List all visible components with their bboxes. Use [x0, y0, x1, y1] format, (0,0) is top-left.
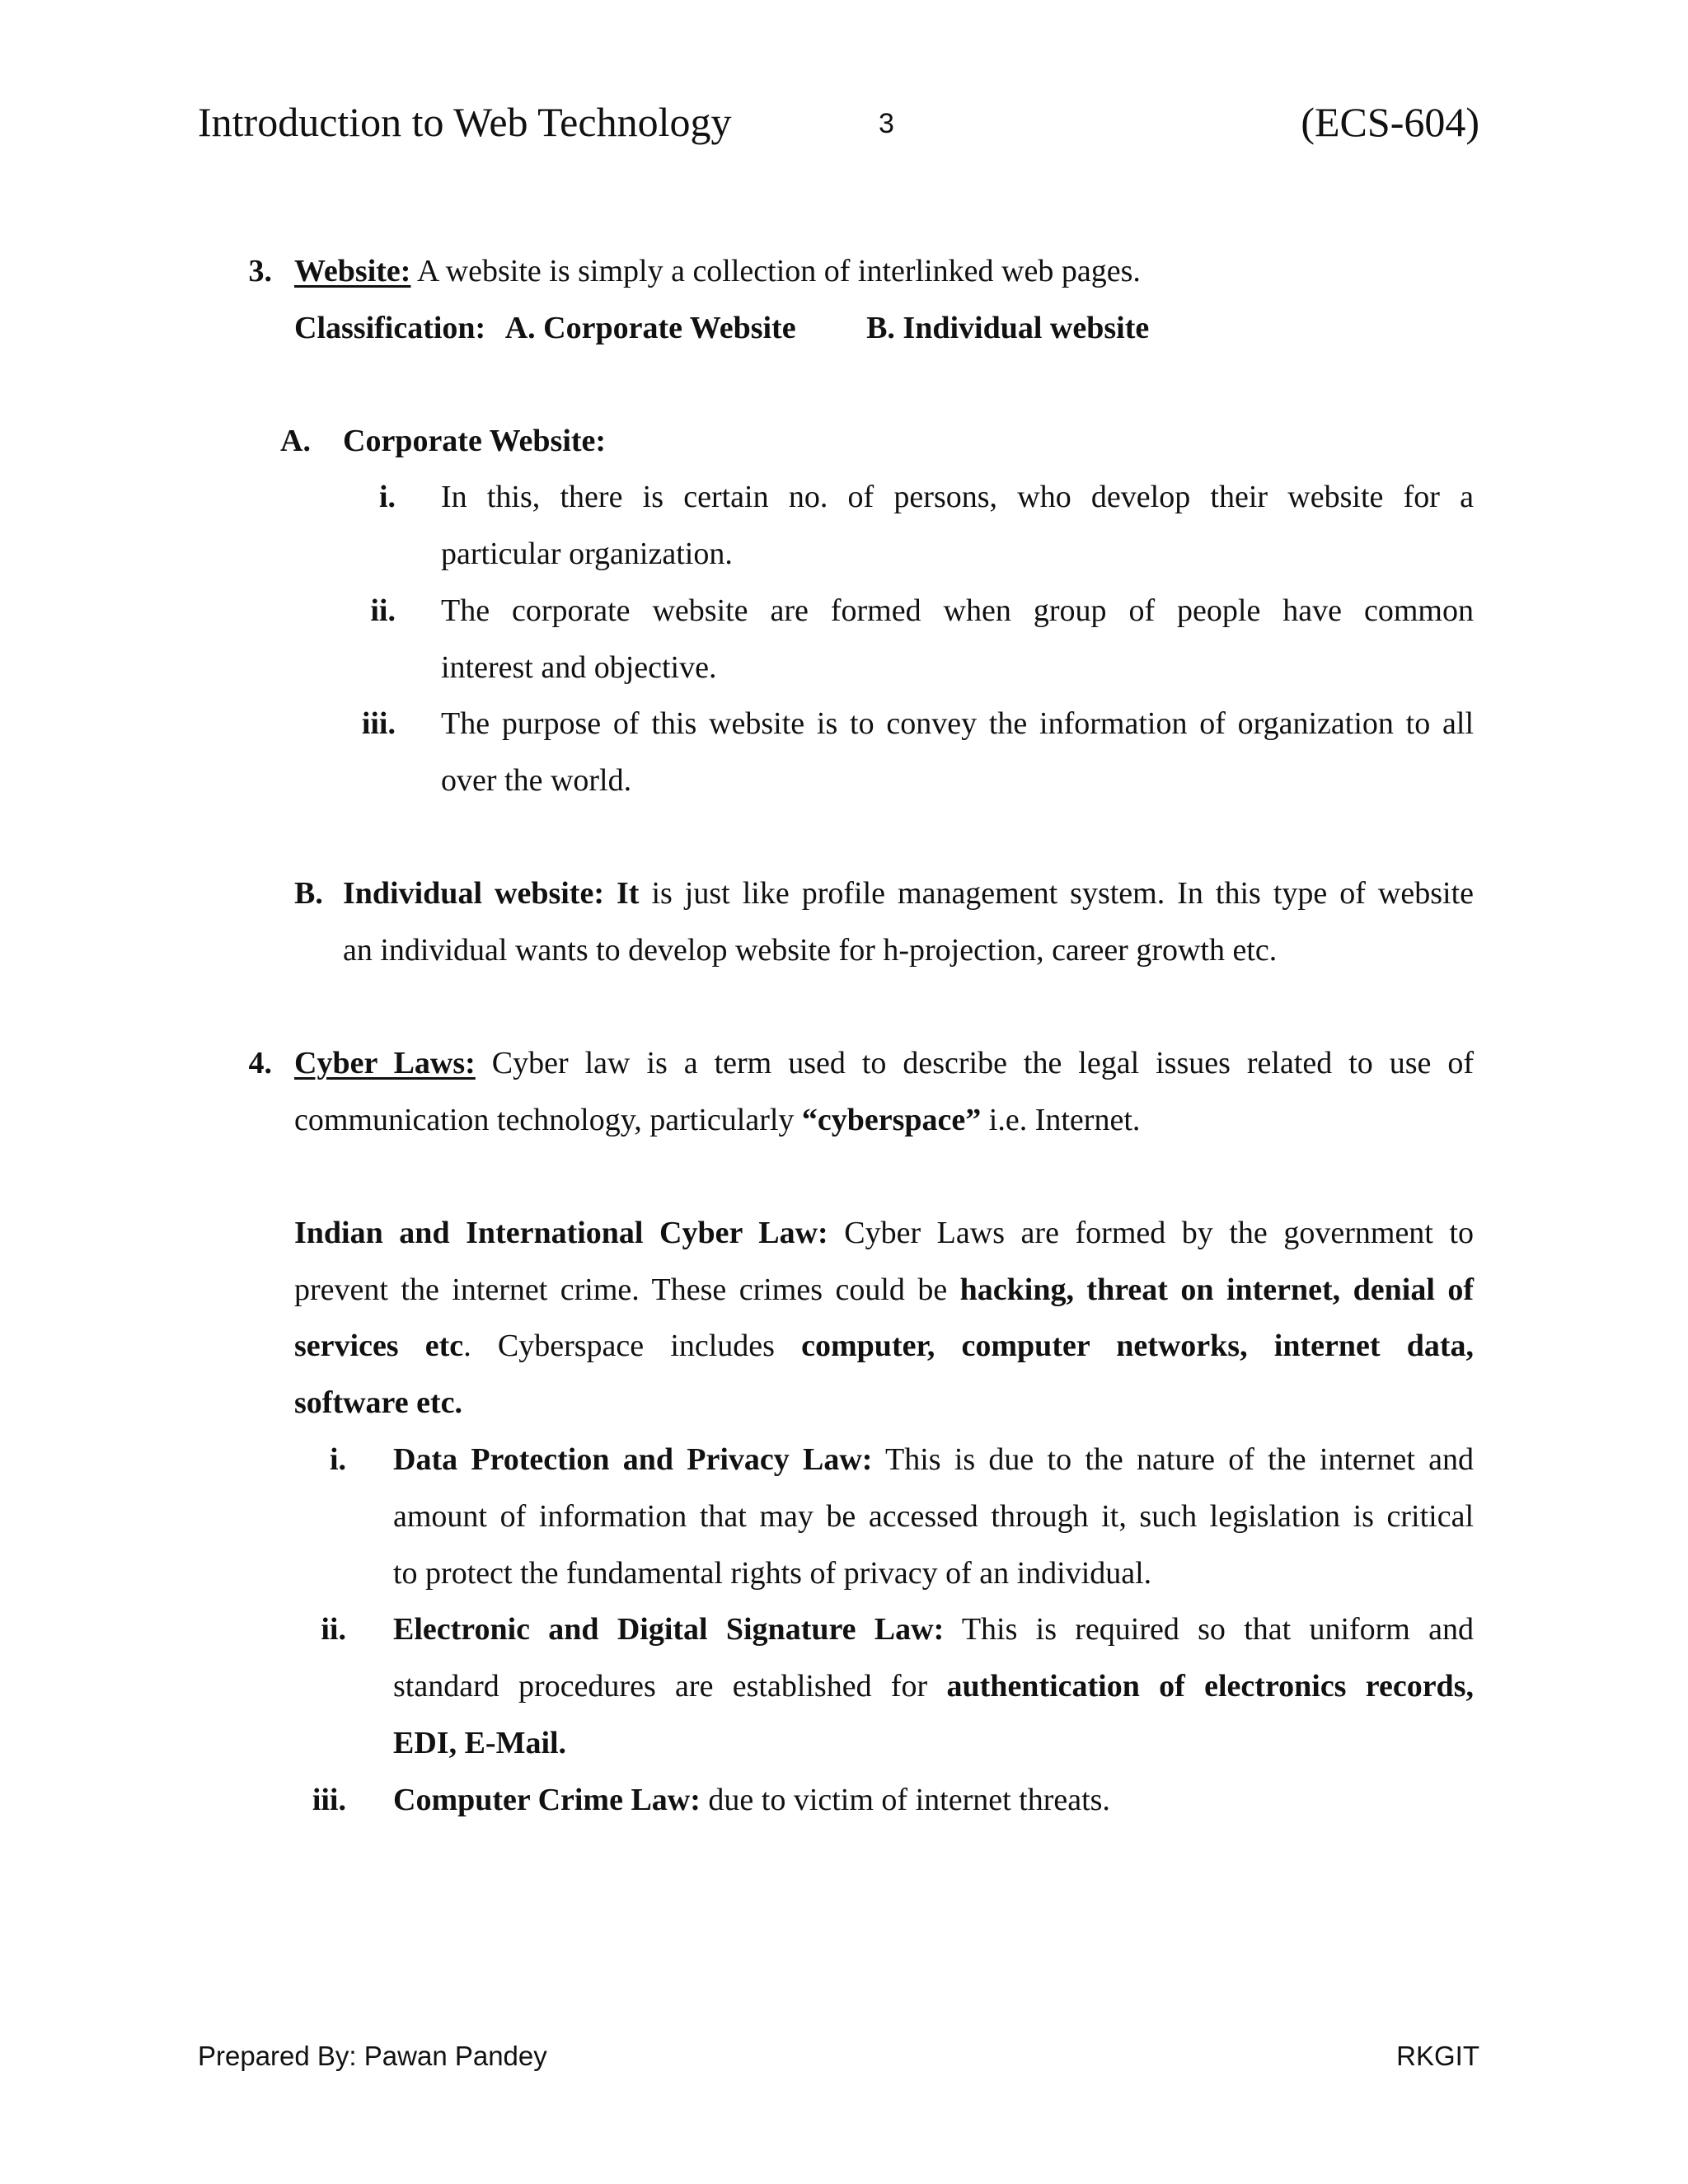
section-number: 4. [248, 1046, 272, 1080]
intl-paragraph-line: software etc. [294, 1385, 462, 1420]
cyber-law-definition: Cyber Laws: Cyber law is a term used to describe the legal issues related to use of [294, 1046, 1474, 1080]
law-heading: Computer Crime Law: [393, 1783, 701, 1817]
law-heading: Data Protection and Privacy Law: [393, 1442, 873, 1477]
list-marker: iii. [312, 1783, 346, 1817]
individual-line: an individual wants to develop website for h-projection, career growth etc. [343, 933, 1278, 968]
classification-line: Classification: A. Corporate Website B. Individual website [294, 311, 1150, 345]
website-definition: Website: A website is simply a collection of interlinked web pages. [294, 254, 1141, 288]
subsection-marker: B. [294, 876, 323, 911]
list-marker: ii. [321, 1612, 346, 1647]
term-cyber-laws: Cyber Laws: [294, 1046, 476, 1080]
list-item-line: particular organization. [441, 537, 733, 571]
list-item-line: In this, there is certain no. of persons, who develop their website for a [441, 480, 1474, 514]
document-title: Introduction to Web Technology [198, 99, 732, 145]
course-code: (ECS-604) [1301, 99, 1479, 145]
law-line: Computer Crime Law: due to victim of internet threats. [393, 1783, 1110, 1817]
intl-heading: Indian and International Cyber Law: [294, 1216, 828, 1250]
list-item-line: interest and objective. [441, 650, 717, 685]
individual-heading: Individual website: It [343, 876, 640, 911]
list-marker: iii. [361, 706, 396, 741]
page-number: 3 [879, 108, 894, 139]
list-item-line: The corporate website are formed when group of people have common [441, 593, 1474, 628]
term-website: Website: [294, 254, 411, 288]
intl-paragraph-line: prevent the internet crime. These crimes could be hacking, threat on internet, denial of [294, 1272, 1474, 1307]
list-marker: ii. [370, 593, 396, 628]
law-line: amount of information that may be accessed through it, such legislation is critical [393, 1499, 1474, 1534]
law-heading: Electronic and Digital Signature Law: [393, 1612, 945, 1647]
law-line: standard procedures are established for authentication of electronics records, [393, 1669, 1474, 1704]
subsection-marker: A. [280, 424, 311, 458]
intl-paragraph-line: Indian and International Cyber Law: Cyber Laws are formed by the government to [294, 1216, 1474, 1250]
cyber-law-definition: communication technology, particularly “cyberspace” i.e. Internet. [294, 1103, 1141, 1137]
list-item-line: over the world. [441, 763, 632, 798]
corporate-heading: Corporate Website: [343, 424, 607, 458]
footer-institute: RKGIT [1396, 2041, 1479, 2071]
list-item-line: The purpose of this website is to convey the information of organization to all [441, 706, 1474, 741]
footer-author: Prepared By: Pawan Pandey [198, 2041, 547, 2071]
law-line: Electronic and Digital Signature Law: This is required so that uniform and [393, 1612, 1475, 1647]
law-line: Data Protection and Privacy Law: This is due to the nature of the internet and [393, 1442, 1474, 1477]
law-line: EDI, E-Mail. [393, 1726, 567, 1760]
intl-paragraph-line: services etc. Cyberspace includes computer, computer networks, internet data, [294, 1329, 1474, 1363]
section-number: 3. [248, 254, 272, 288]
law-line: to protect the fundamental rights of privacy of an individual. [393, 1556, 1152, 1591]
list-marker: i. [378, 480, 396, 514]
individual-line: Individual website: It is just like profile management system. In this type of website [343, 876, 1474, 911]
list-marker: i. [329, 1442, 346, 1477]
